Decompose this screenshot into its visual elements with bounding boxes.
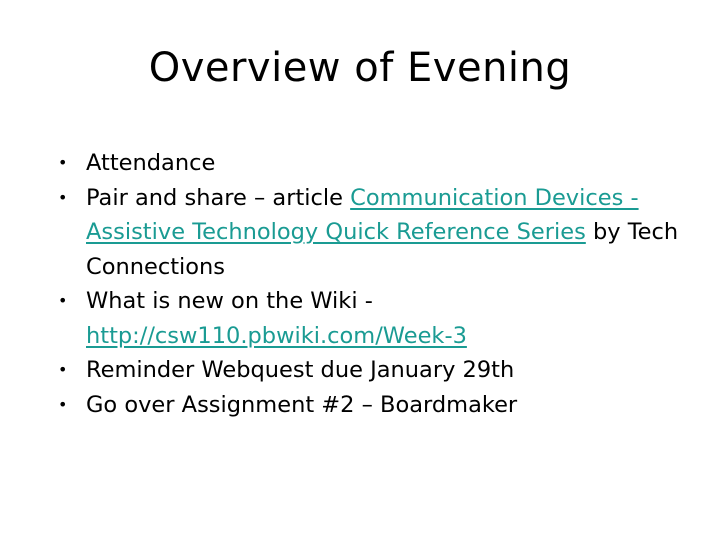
bullet-suffix: by Tech Connections	[86, 219, 679, 280]
bullet-text: Reminder Webquest due January 29th	[86, 357, 515, 383]
list-item	[54, 146, 704, 181]
list-item	[54, 388, 704, 423]
list-item	[54, 284, 704, 353]
bullet-list	[54, 146, 704, 422]
list-item	[54, 181, 704, 285]
bullet-icon: •	[58, 291, 68, 310]
wiki-link[interactable]: http://csw110.pbwiki.com/Week-3	[86, 322, 467, 349]
bullet-icon: •	[58, 394, 68, 414]
bullet-icon: •	[58, 187, 68, 207]
slide-title: Overview of Evening	[148, 45, 572, 91]
bullet-icon: •	[58, 360, 68, 379]
article-link[interactable]: Communication Devices - Assistive Technology Quick Reference Series	[86, 184, 639, 245]
bullet-text: Attendance	[86, 150, 216, 176]
list-item	[54, 353, 704, 388]
bullet-prefix: What is new on the Wiki -	[86, 288, 373, 314]
bullet-icon: •	[58, 153, 68, 172]
bullet-prefix: Pair and share – article	[86, 184, 351, 211]
bullet-text: Go over Assignment #2 – Boardmaker	[86, 391, 518, 418]
